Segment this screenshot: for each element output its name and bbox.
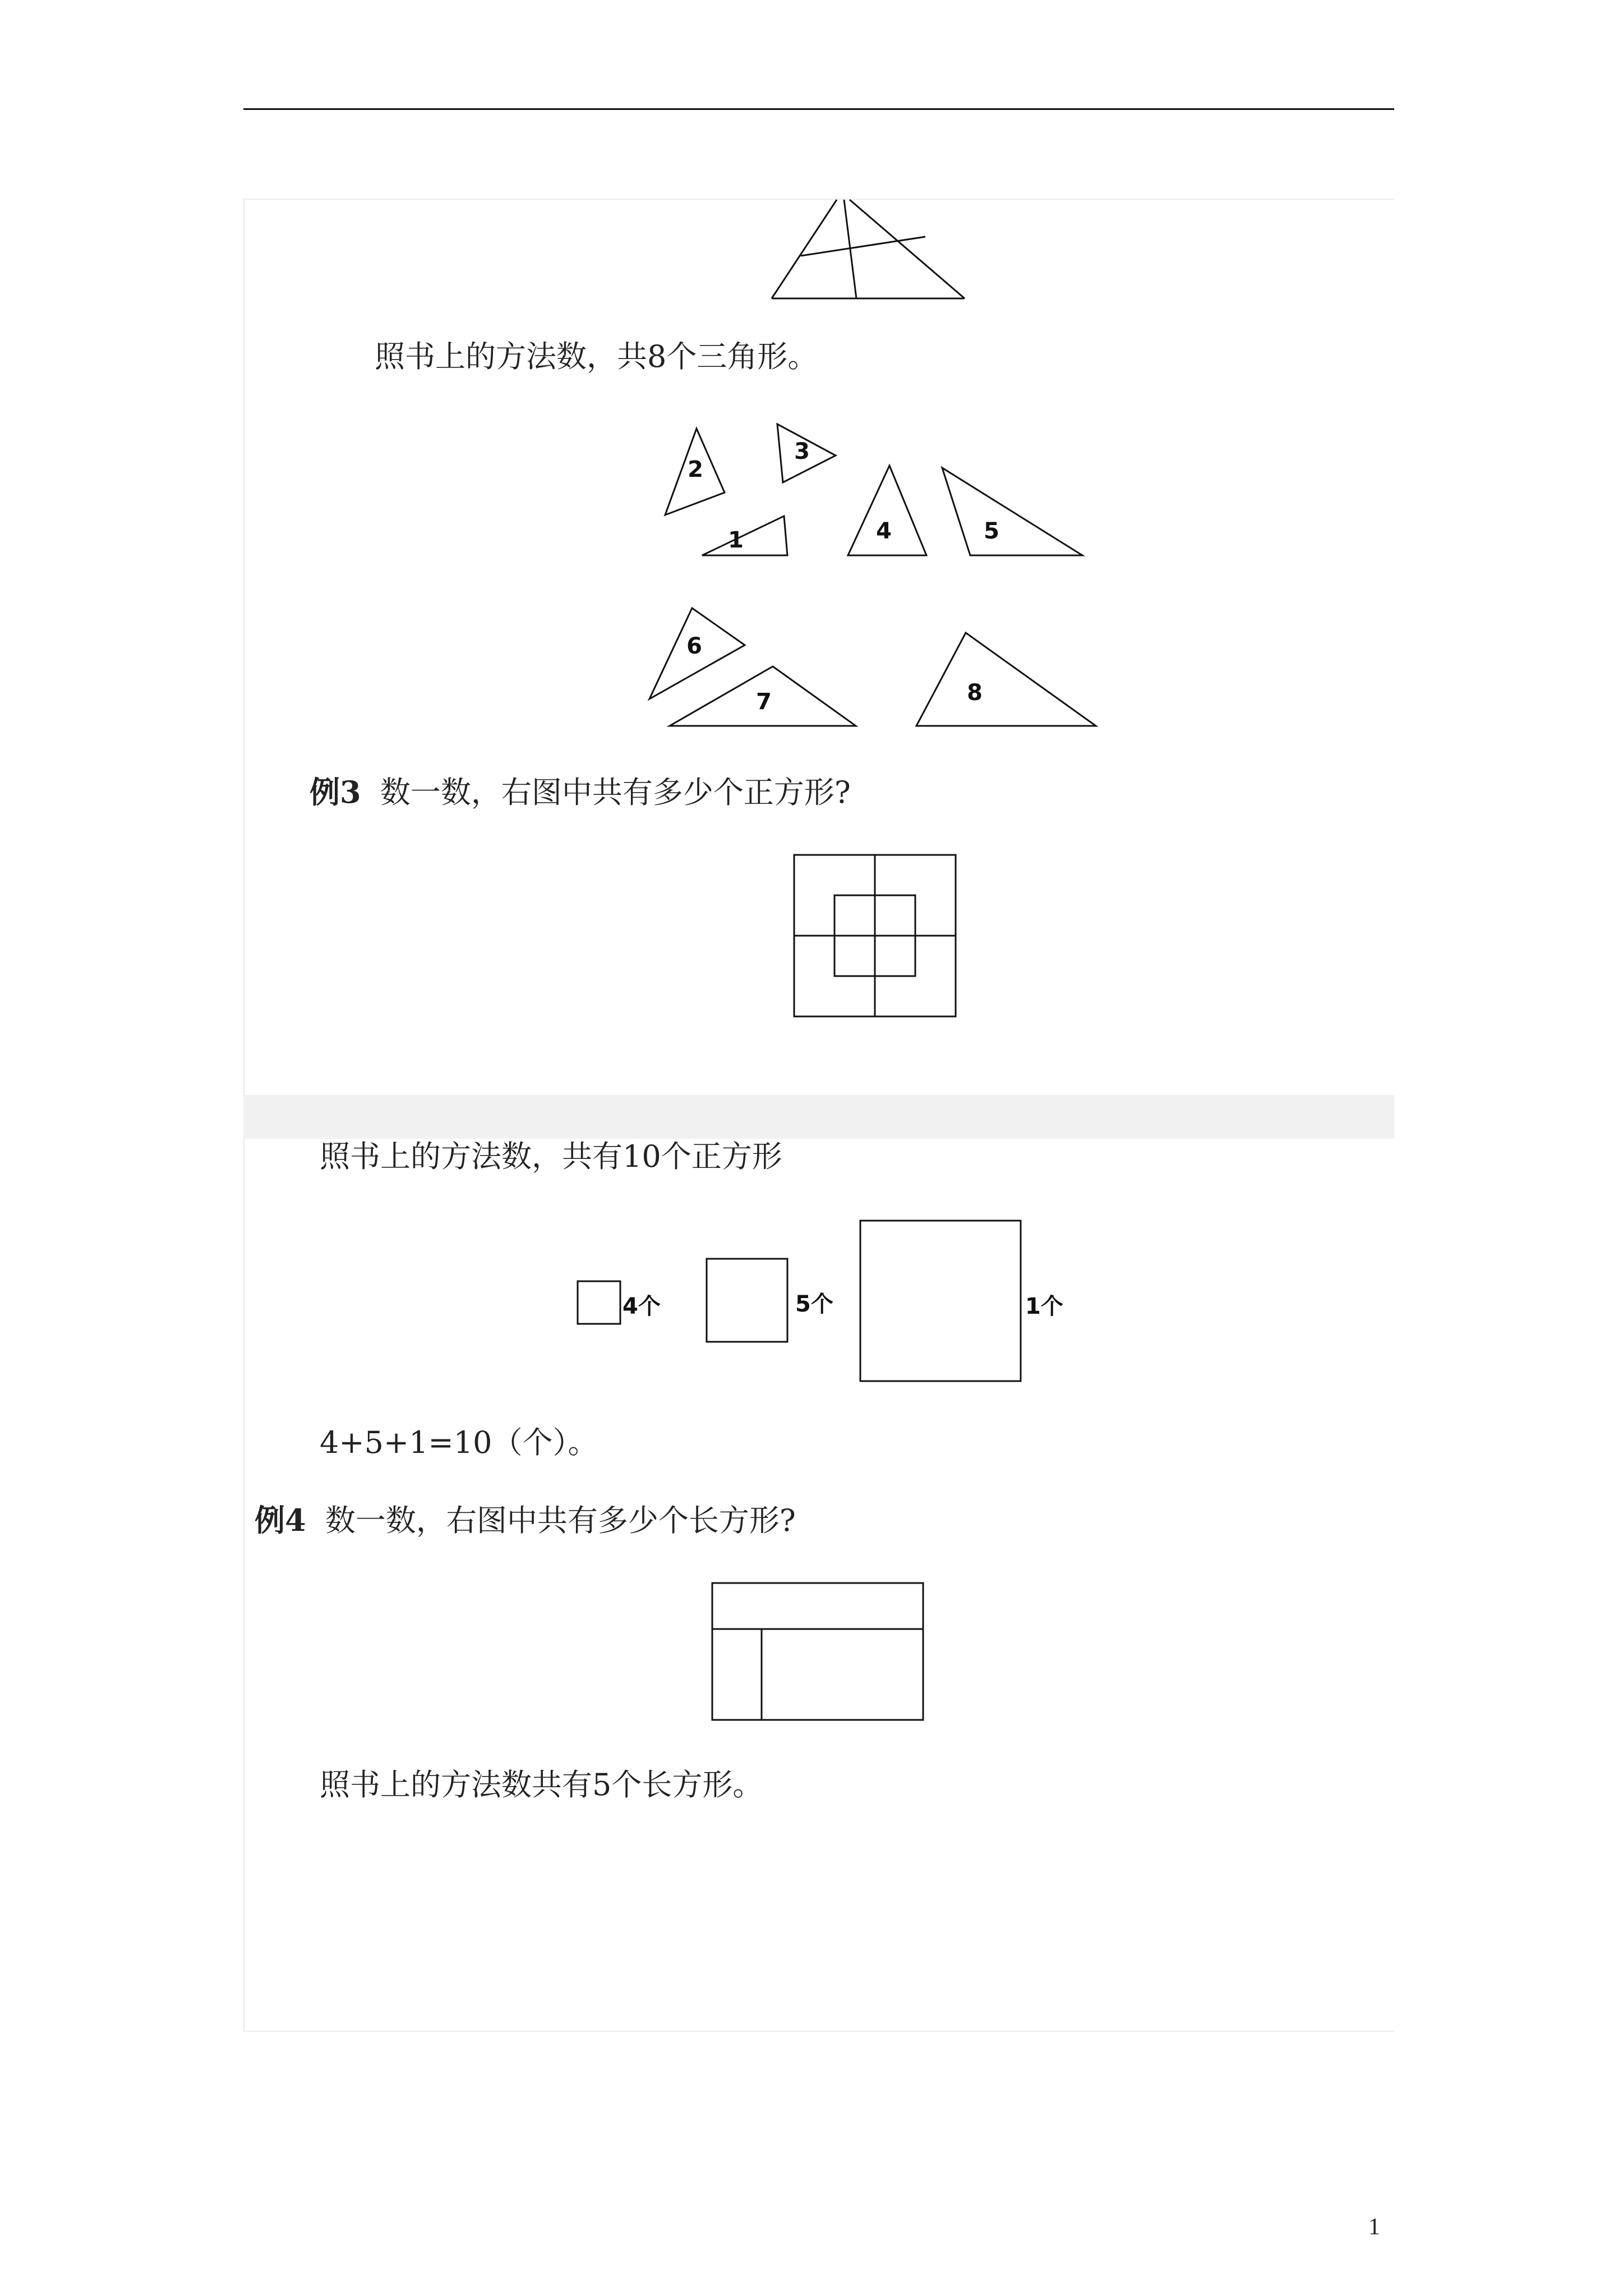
triangle-label-3: 3	[794, 439, 810, 464]
triangle-label-4: 4	[876, 518, 892, 544]
example3-conclusion: 照书上的方法数，共有10个正方形	[320, 1139, 782, 1174]
legend-medium-square	[707, 1259, 787, 1342]
example3-sum: 4+5+1=10（个）。	[320, 1425, 598, 1460]
legend-label-medium: 5个	[795, 1291, 833, 1317]
triangle-label-8: 8	[967, 680, 983, 706]
example3-question-text: 数一数，右图中共有多少个正方形?	[380, 775, 851, 810]
example4-question-text: 数一数，右图中共有多少个长方形?	[325, 1503, 796, 1538]
triangle-label-6: 6	[686, 633, 702, 659]
triangle-label-7: 7	[756, 689, 772, 715]
panel-divider-band	[243, 1095, 1394, 1139]
panel-left-border-2	[243, 1139, 245, 2031]
triangle-label-2: 2	[688, 457, 703, 482]
example4-conclusion: 照书上的方法数共有5个长方形。	[320, 1767, 763, 1802]
example3-label: 例3	[310, 774, 361, 810]
example4-question	[255, 1502, 796, 1539]
example3-square-figure	[793, 854, 959, 1020]
example3-question	[310, 774, 851, 811]
legend-small-square	[578, 1281, 620, 1324]
legend-label-small: 4个	[623, 1294, 661, 1319]
example4-label: 例4	[255, 1502, 306, 1538]
partial-triangle-figure	[768, 197, 970, 304]
example4-rectangle-figure	[710, 1581, 929, 1724]
triangle-8	[916, 633, 1096, 726]
example3-legend-figure	[572, 1218, 1077, 1387]
legend-large-square	[860, 1221, 1021, 1381]
triangle-conclusion: 照书上的方法数，共8个三角形。	[375, 339, 818, 374]
triangle-5	[942, 468, 1082, 555]
eight-triangles-figure	[639, 415, 1122, 729]
panel-left-border	[243, 199, 245, 1095]
triangle-1	[702, 516, 787, 555]
header-rule	[243, 108, 1394, 110]
panel-bottom-border	[243, 2031, 1394, 2032]
page-number: 1	[1368, 2214, 1380, 2240]
triangle-label-1: 1	[728, 527, 744, 553]
triangle-label-5: 5	[984, 518, 999, 544]
legend-label-large: 1个	[1025, 1294, 1063, 1319]
